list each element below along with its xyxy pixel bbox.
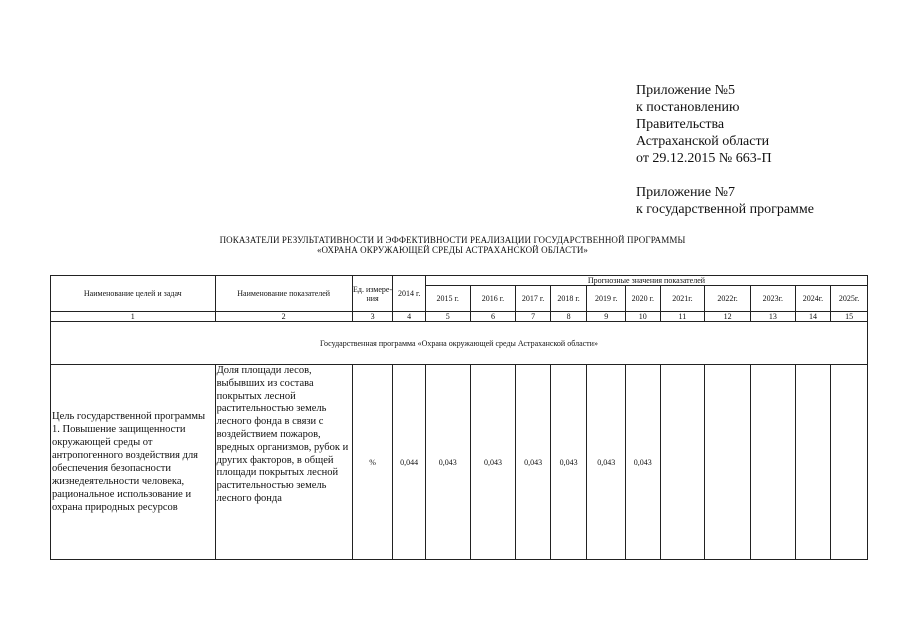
column-number: 1 bbox=[51, 312, 216, 322]
column-number: 2 bbox=[215, 312, 352, 322]
header-year: 2025г. bbox=[831, 286, 868, 312]
indicator-cell: Доля площади лесов, выбывших из состава покрытых лесной растительностью земель лесного фонда в связи с воздействием пожаров, вредных организмов, рубок и других факторов, в общей площади покрытых лесной растительностью земель лесного фонда bbox=[215, 365, 352, 560]
appendix-7-line: к государственной программе bbox=[636, 202, 814, 217]
appendix-5-line: Астраханской области bbox=[636, 134, 770, 149]
title-line-1: ПОКАЗАТЕЛИ РЕЗУЛЬТАТИВНОСТИ И ЭФФЕКТИВНОСТИ РЕАЛИЗАЦИИ ГОСУДАРСТВЕННОЙ ПРОГРАММЫ bbox=[219, 235, 686, 245]
column-number: 5 bbox=[425, 312, 470, 322]
column-number: 15 bbox=[831, 312, 868, 322]
header-year: 2017 г. bbox=[516, 286, 551, 312]
header-unit: Ед. измере-ния bbox=[352, 276, 393, 312]
header-2014: 2014 г. bbox=[393, 276, 426, 312]
appendix-5-line: Правительства bbox=[636, 117, 725, 132]
value-cell bbox=[705, 365, 751, 560]
column-number: 4 bbox=[393, 312, 426, 322]
column-number: 11 bbox=[660, 312, 705, 322]
goal-cell: Цель государственной программы 1. Повышение защищенности окружающей среды от антропогенного воздействия для обеспечения безопасности жизнедеятельности человека, рациональное использование и охрана природных ресурсов bbox=[51, 365, 216, 560]
header-year: 2018 г. bbox=[550, 286, 587, 312]
header-goals: Наименование целей и задач bbox=[51, 276, 216, 312]
value-cell: 0,043 bbox=[516, 365, 551, 560]
appendix-7-line: Приложение №7 bbox=[636, 185, 735, 200]
header-year: 2016 г. bbox=[470, 286, 516, 312]
value-cell: 0,044 bbox=[393, 365, 426, 560]
value-cell bbox=[795, 365, 831, 560]
value-cell bbox=[660, 365, 705, 560]
header-year: 2022г. bbox=[705, 286, 751, 312]
appendix-5-line: к постановлению bbox=[636, 100, 740, 115]
unit-cell: % bbox=[352, 365, 393, 560]
indicators-table bbox=[50, 275, 868, 560]
value-cell: 0,043 bbox=[587, 365, 626, 560]
program-row: Государственная программа «Охрана окружающей среды Астраханской области» bbox=[51, 322, 868, 365]
header-year: 2019 г. bbox=[587, 286, 626, 312]
value-cell: 0,043 bbox=[470, 365, 516, 560]
header-forecast: Прогнозные значения показателей bbox=[425, 276, 867, 286]
appendix-5-line: Приложение №5 bbox=[636, 83, 735, 98]
title-line-2: «ОХРАНА ОКРУЖАЮЩЕЙ СРЕДЫ АСТРАХАНСКОЙ ОБЛАСТИ» bbox=[316, 245, 589, 255]
header-indicators: Наименование показателей bbox=[215, 276, 352, 312]
value-cell: 0,043 bbox=[550, 365, 587, 560]
appendix-5-line: от 29.12.2015 № 663-П bbox=[636, 151, 772, 166]
column-number: 13 bbox=[750, 312, 795, 322]
column-number: 8 bbox=[550, 312, 587, 322]
header-year: 2023г. bbox=[750, 286, 795, 312]
appendix-7-block bbox=[636, 184, 814, 218]
document-title bbox=[0, 235, 905, 255]
column-number: 12 bbox=[705, 312, 751, 322]
header-year: 2021г. bbox=[660, 286, 705, 312]
column-number: 9 bbox=[587, 312, 626, 322]
appendix-5-block bbox=[636, 82, 772, 167]
column-number: 14 bbox=[795, 312, 831, 322]
value-cell bbox=[750, 365, 795, 560]
column-number: 3 bbox=[352, 312, 393, 322]
value-cell bbox=[831, 365, 868, 560]
value-cell: 0,043 bbox=[626, 365, 661, 560]
column-number: 6 bbox=[470, 312, 516, 322]
value-cell: 0,043 bbox=[425, 365, 470, 560]
header-year: 2015 г. bbox=[425, 286, 470, 312]
column-number: 7 bbox=[516, 312, 551, 322]
column-number: 10 bbox=[626, 312, 661, 322]
header-year: 2020 г. bbox=[626, 286, 661, 312]
header-year: 2024г. bbox=[795, 286, 831, 312]
